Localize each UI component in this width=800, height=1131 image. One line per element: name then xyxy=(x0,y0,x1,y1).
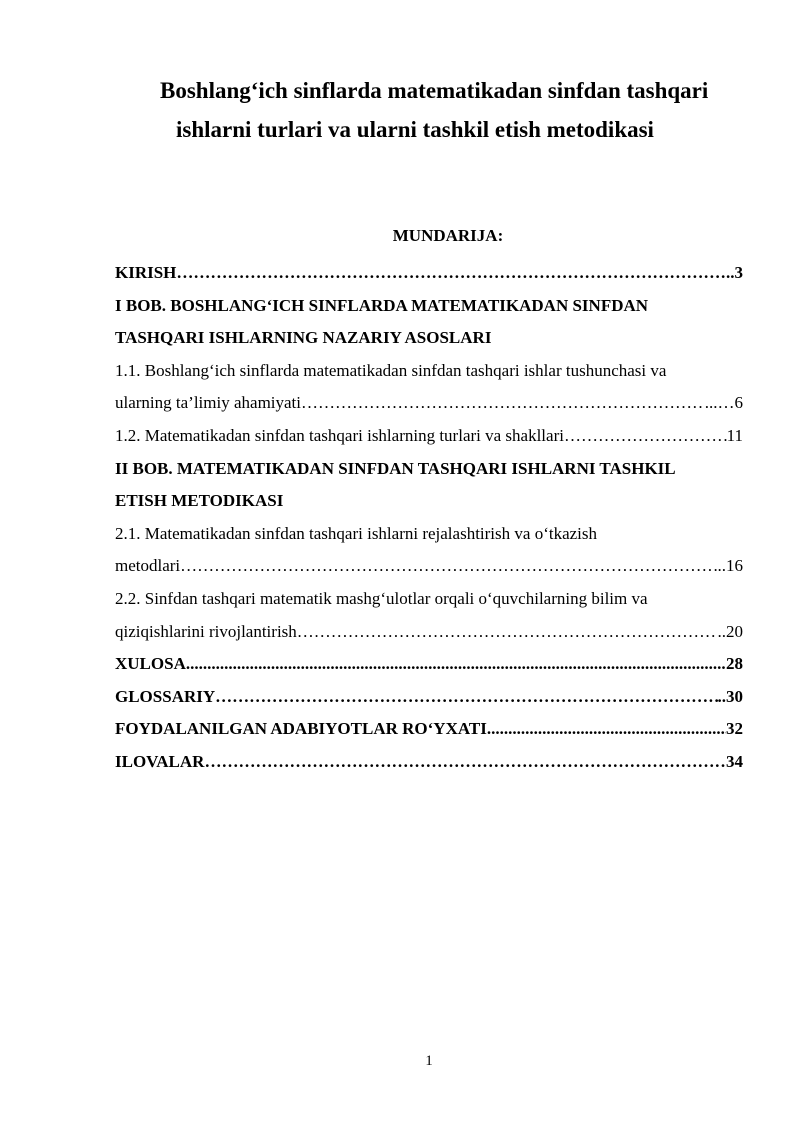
toc-entry-adabiyotlar xyxy=(115,713,743,746)
dot-leader xyxy=(186,648,726,681)
dot-leader xyxy=(215,681,717,714)
toc-entry-label: ularning ta’limiy ahamiyati xyxy=(115,393,302,413)
toc-section-1-1-line-1: 1.1. Boshlang‘ich sinflarda matematikadan sinfdan tashqari ishlar tushunchasi va xyxy=(115,360,667,380)
toc-page-number: 32 xyxy=(726,719,743,739)
toc-section-1-2 xyxy=(115,420,743,453)
toc-page-number: ..16 xyxy=(717,556,743,576)
toc-section-2-2-line-2 xyxy=(115,616,743,649)
document-title-line-2: ishlarni turlari va ularni tashkil etish metodikasi xyxy=(176,117,654,142)
toc-page-number: 11 xyxy=(726,425,743,445)
toc-section-1-1-line-2 xyxy=(115,387,743,420)
document-title-line-1: Boshlang‘ich sinflarda matematikadan sinfdan tashqari xyxy=(160,78,709,103)
toc-entry-label: ILOVALAR xyxy=(115,751,205,771)
toc-entry-label: 1.2. Matematikadan sinfdan tashqari ishlarning turlari va shakllari xyxy=(115,425,564,445)
toc-entry-kirish xyxy=(115,257,743,290)
toc-section-2-1-line-1: 2.1. Matematikadan sinfdan tashqari ishlarni rejalashtirish va o‘tkazish xyxy=(115,523,598,543)
toc-page-number: 28 xyxy=(726,654,743,674)
toc-page-number: 34 xyxy=(726,751,743,771)
toc-section-2-2-line-1: 2.2. Sinfdan tashqari matematik mashg‘ulotlar orqali o‘quvchilarning bilim va xyxy=(115,588,648,608)
dot-leader xyxy=(301,387,705,420)
toc-chapter-1-line-2: TASHQARI ISHLARNING NAZARIY ASOSLARI xyxy=(115,328,492,348)
dot-leader xyxy=(180,550,717,583)
toc-entry-ilovalar xyxy=(115,746,743,779)
toc-page-number: ..3 xyxy=(726,263,743,282)
toc-page-number: ..20 xyxy=(717,621,743,641)
toc-heading: MUNDARIJA: xyxy=(392,226,504,245)
toc-entry-label: FOYDALANILGAN ADABIYOTLAR RO‘YXATI xyxy=(115,719,487,739)
dot-leader xyxy=(564,420,727,453)
toc-page-number: ...…6 xyxy=(704,393,743,413)
table-of-contents xyxy=(115,257,743,779)
page-number: 1 xyxy=(425,1053,433,1069)
toc-section-2-1-line-2 xyxy=(115,550,743,583)
toc-entry-label: GLOSSARIY xyxy=(115,686,216,706)
dot-leader xyxy=(297,616,718,649)
toc-entry-label: qiziqishlarini rivojlantirish xyxy=(115,621,297,641)
toc-entry-label: XULOSA xyxy=(115,654,186,674)
toc-chapter-2-line-2: ETISH METODIKASI xyxy=(115,491,284,511)
toc-chapter-2-line-1: II BOB. MATEMATIKADAN SINFDAN TASHQARI ISHLARNI TASHKIL xyxy=(115,458,676,478)
toc-entry-label: KIRISH xyxy=(115,263,177,282)
toc-page-number: ..30 xyxy=(717,686,743,706)
toc-entry-label: metodlari xyxy=(115,556,181,576)
toc-entry-glossariy xyxy=(115,681,743,714)
toc-entry-xulosa xyxy=(115,648,743,681)
dot-leader xyxy=(204,746,726,779)
toc-chapter-1-line-1: I BOB. BOSHLANG‘ICH SINFLARDA MATEMATIKADAN SINFDAN xyxy=(115,295,649,315)
dot-leader xyxy=(487,713,726,746)
dot-leader xyxy=(176,257,726,290)
